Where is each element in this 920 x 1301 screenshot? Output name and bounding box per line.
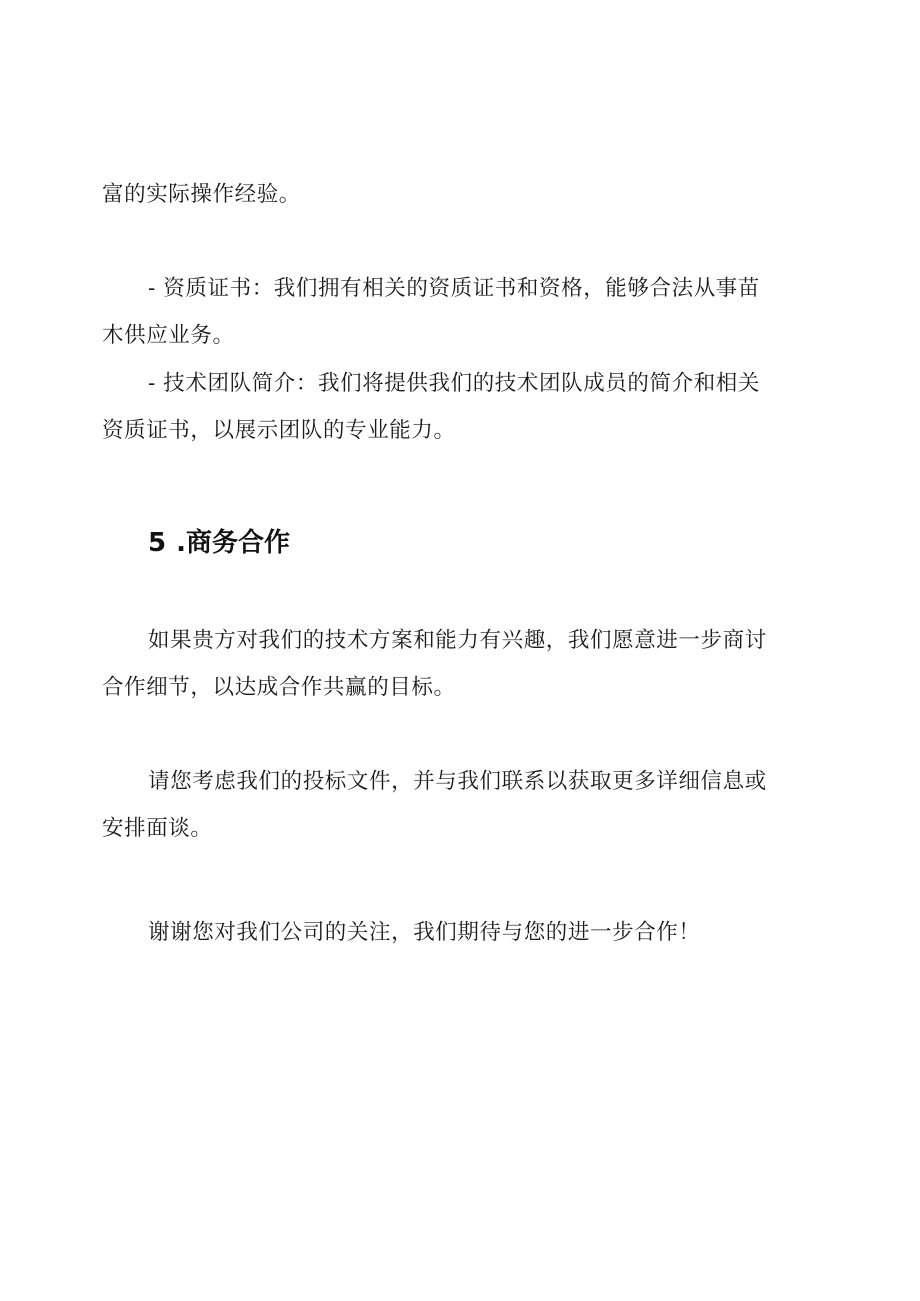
section-title: .商务合作 [176, 528, 290, 558]
paragraph-1-line-2: 合作细节，以达成合作共赢的目标。 [102, 675, 456, 700]
team-intro-line-1: - 技术团队简介：我们将提供我们的技术团队成员的简介和相关 [148, 371, 761, 396]
team-intro-line-2: 资质证书，以展示团队的专业能力。 [102, 418, 456, 443]
paragraph-3-line-1: 谢谢您对我们公司的关注，我们期待与您的进一步合作！ [148, 920, 701, 945]
credentials-line-2: 木供应业务。 [102, 323, 235, 348]
section-number: 5 [148, 528, 167, 558]
continuation-text: 富的实际操作经验。 [102, 182, 301, 207]
paragraph-2-line-2: 安排面谈。 [102, 816, 213, 841]
paragraph-1-line-1: 如果贵方对我们的技术方案和能力有兴趣，我们愿意进一步商讨 [148, 628, 767, 653]
paragraph-2-line-1: 请您考虑我们的投标文件，并与我们联系以获取更多详细信息或 [148, 769, 767, 794]
credentials-line-1: - 资质证书：我们拥有相关的资质证书和资格，能够合法从事苗 [148, 276, 761, 301]
section-heading [148, 525, 290, 561]
